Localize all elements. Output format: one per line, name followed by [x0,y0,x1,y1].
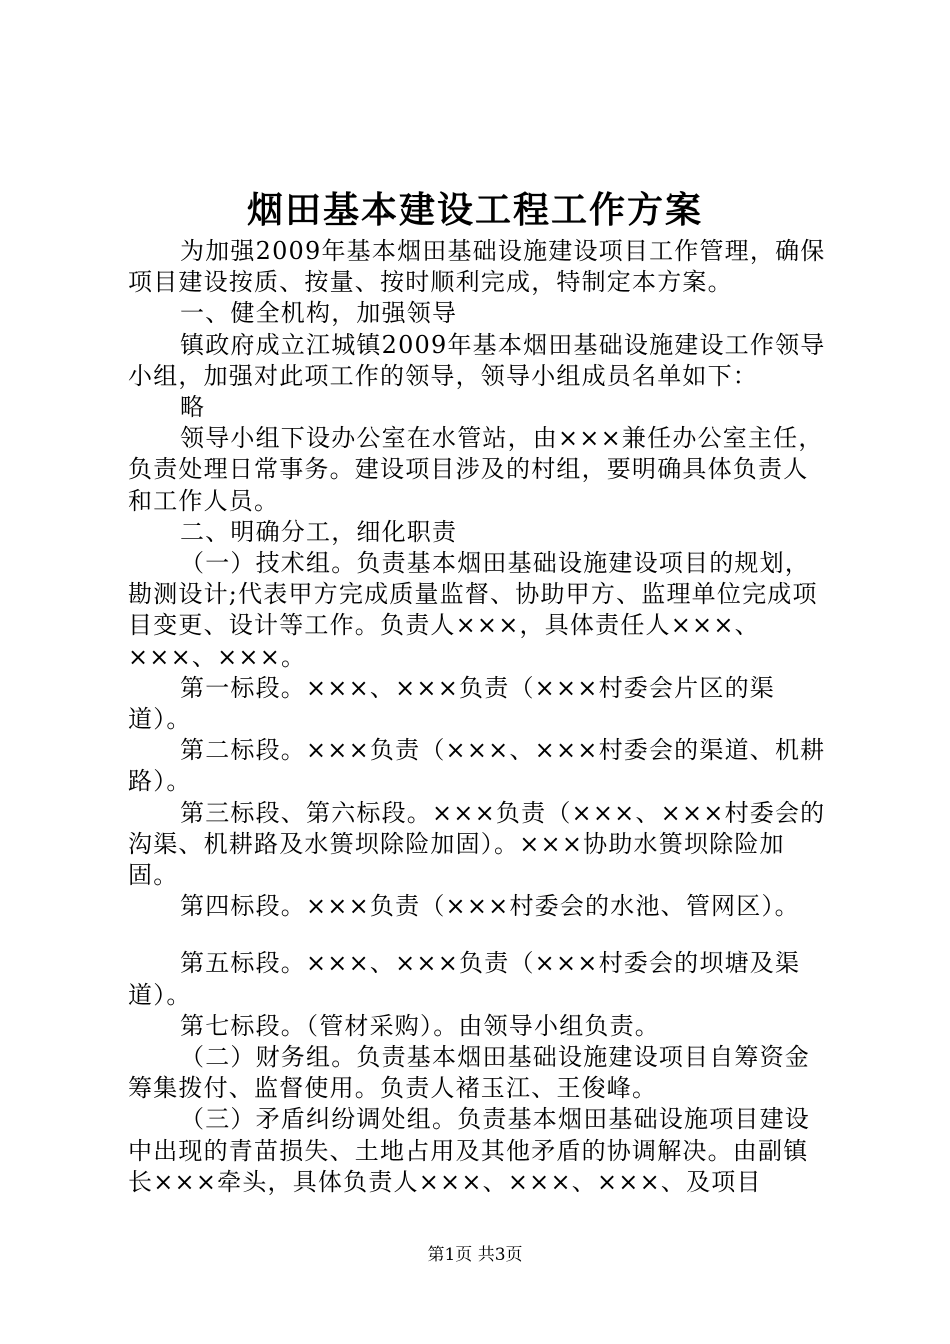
document-body [128,236,828,1198]
paragraph: 第七标段。（管材采购）。由领导小组负责。 [180,1011,660,1040]
paragraph: 略 [180,393,206,422]
paragraph: 镇政府成立江城镇2009年基本烟田基础设施建设工作领导小组，加强对此项工作的领导，领导小组成员名单如下： [128,330,826,390]
paragraph: 领导小组下设办公室在水管站，由×××兼任办公室主任，负责处理日常事务。建设项目涉及的村组，要明确具体负责人和工作人员。 [128,424,824,515]
paragraph: 第四标段。×××负责（×××村委会的水池、管网区）。 [180,892,800,921]
paragraph: （三）矛盾纠纷调处组。负责基本烟田基础设施项目建设中出现的青苗损失、土地占用及其他矛盾的协调解决。由副镇长×××牵头，具体负责人×××、×××、×××、及项目 [128,1105,810,1196]
paragraph: 为加强2009年基本烟田基础设施建设项目工作管理，确保项目建设按质、按量、按时顺利完成，特制定本方案。 [128,237,826,297]
paragraph: 第三标段、第六标段。×××负责（×××、×××村委会的沟渠、机耕路及水篑坝除险加固）。×××协助水篑坝除险加固。 [128,798,826,890]
paragraph: （一）技术组。负责基本烟田基础设施建设项目的规划，勘测设计;代表甲方完成质量监督、协助甲方、监理单位完成项目变更、设计等工作。负责人×××，具体责任人×××、×××、×××。 [128,549,818,671]
section-heading: 二、明确分工，细化职责 [180,517,458,546]
section-heading: 一、健全机构，加强领导 [180,299,458,328]
paragraph: （二）财务组。负责基本烟田基础设施建设项目自筹资金筹集拨付、监督使用。负责人褚玉江、王俊峰。 [128,1043,810,1103]
paragraph: 第二标段。×××负责（×××、×××村委会的渠道、机耕路）。 [128,736,826,796]
document-title: 烟田基本建设工程工作方案 [246,189,703,231]
page-number: 第1页 共3页 [427,1245,523,1265]
paragraph: 第五标段。×××、×××负责（×××村委会的坝塘及渠道）。 [128,949,801,1009]
paragraph: 第一标段。×××、×××负责（×××村委会片区的渠道）。 [128,673,775,734]
